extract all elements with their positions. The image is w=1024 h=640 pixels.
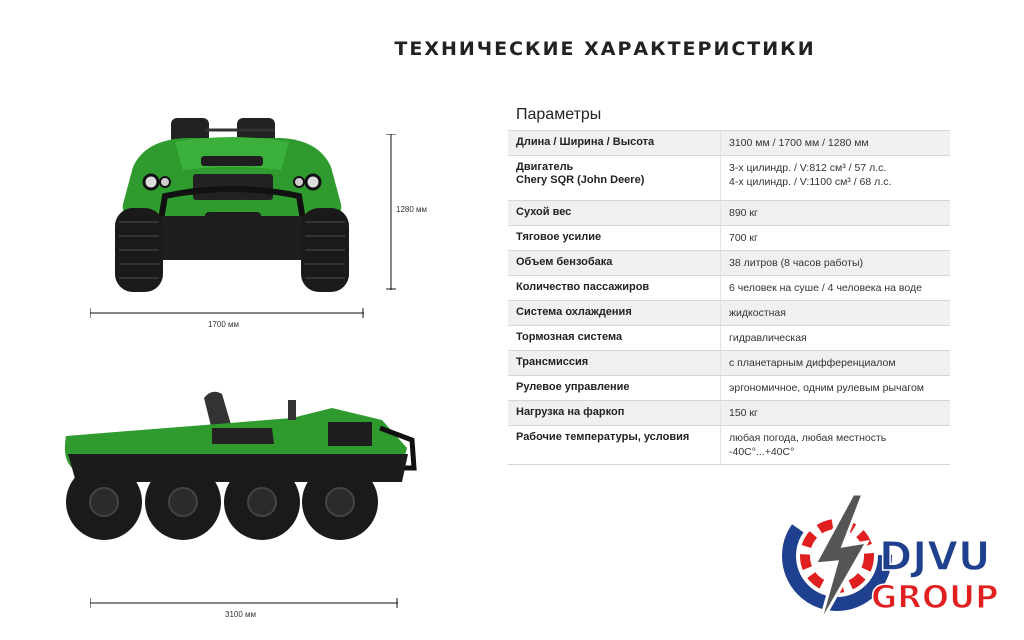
spec-key: Длина / Ширина / Высота (508, 131, 720, 155)
spec-key: Нагрузка на фаркоп (508, 401, 720, 425)
spec-row-brakes (508, 325, 950, 350)
spec-key: Объем бензобака (508, 251, 720, 275)
spec-key: Сухой вес (508, 201, 720, 225)
spec-row-steering (508, 375, 950, 400)
width-dimension-line (90, 308, 364, 318)
spec-value: с планетарным дифференциалом (720, 351, 950, 375)
spec-row-fuel-tank (508, 250, 950, 275)
width-dimension-label: 1700 мм (208, 320, 240, 329)
spec-row-traction (508, 225, 950, 250)
djvu-group-logo (775, 490, 1010, 630)
spec-row-weight (508, 200, 950, 225)
spec-key: Рабочие температуры, условия (516, 431, 690, 443)
spec-key: Тяговое усилие (516, 231, 602, 243)
spec-value: 3-х цилиндр. / V:812 см³ / 57 л.с. 4-х цилиндр. / V:1100 см³ / 68 л.с. (720, 156, 950, 200)
spec-value: 6 человек на суше / 4 человека на воде (720, 276, 950, 300)
spec-key: Двигатель Chery SQR (John Deere) (516, 161, 645, 186)
spec-value: 150 кг (720, 401, 950, 425)
spec-value: 38 литров (8 часов работы) (720, 251, 950, 275)
vehicle-front-view (105, 112, 360, 297)
spec-row-passengers (508, 275, 950, 300)
spec-value: гидравлическая (720, 326, 950, 350)
spec-row-dimensions (508, 130, 950, 155)
height-dimension-line (386, 134, 396, 290)
length-dimension-line (90, 598, 398, 608)
spec-value: 890 кг (720, 201, 950, 225)
specs-table (508, 104, 950, 465)
spec-row-operating-conditions (508, 425, 950, 465)
spec-key: Тормозная система (516, 331, 623, 343)
spec-row-transmission (508, 350, 950, 375)
specs-rows (508, 130, 950, 465)
spec-key: Рулевое управление (516, 381, 630, 393)
spec-key: Система охлаждения (508, 301, 720, 325)
spec-row-cooling (508, 300, 950, 325)
length-dimension-label: 3100 мм (225, 610, 257, 619)
specs-heading: Параметры (516, 106, 602, 123)
logo-text-djvu: DJVU (879, 534, 991, 580)
spec-value: любая погода, любая местность -40С°...+40С° (720, 426, 950, 464)
spec-value: 700 кг (720, 226, 950, 250)
vehicle-side-view (62, 388, 417, 543)
spec-value: жидкостная (720, 301, 950, 325)
spec-row-engine (508, 155, 950, 200)
spec-value: эргономичное, одним рулевым рычагом (720, 376, 950, 400)
spec-key: Трансмиссия (508, 351, 720, 375)
spec-row-towbar-load (508, 400, 950, 425)
spec-value: 3100 мм / 1700 мм / 1280 мм (720, 131, 950, 155)
height-dimension-label: 1280 мм (396, 205, 428, 214)
logo-text-group: GROUP (871, 578, 999, 616)
page-title: ТЕХНИЧЕСКИЕ ХАРАКТЕРИСТИКИ (394, 38, 816, 60)
spec-key: Количество пассажиров (516, 281, 650, 293)
